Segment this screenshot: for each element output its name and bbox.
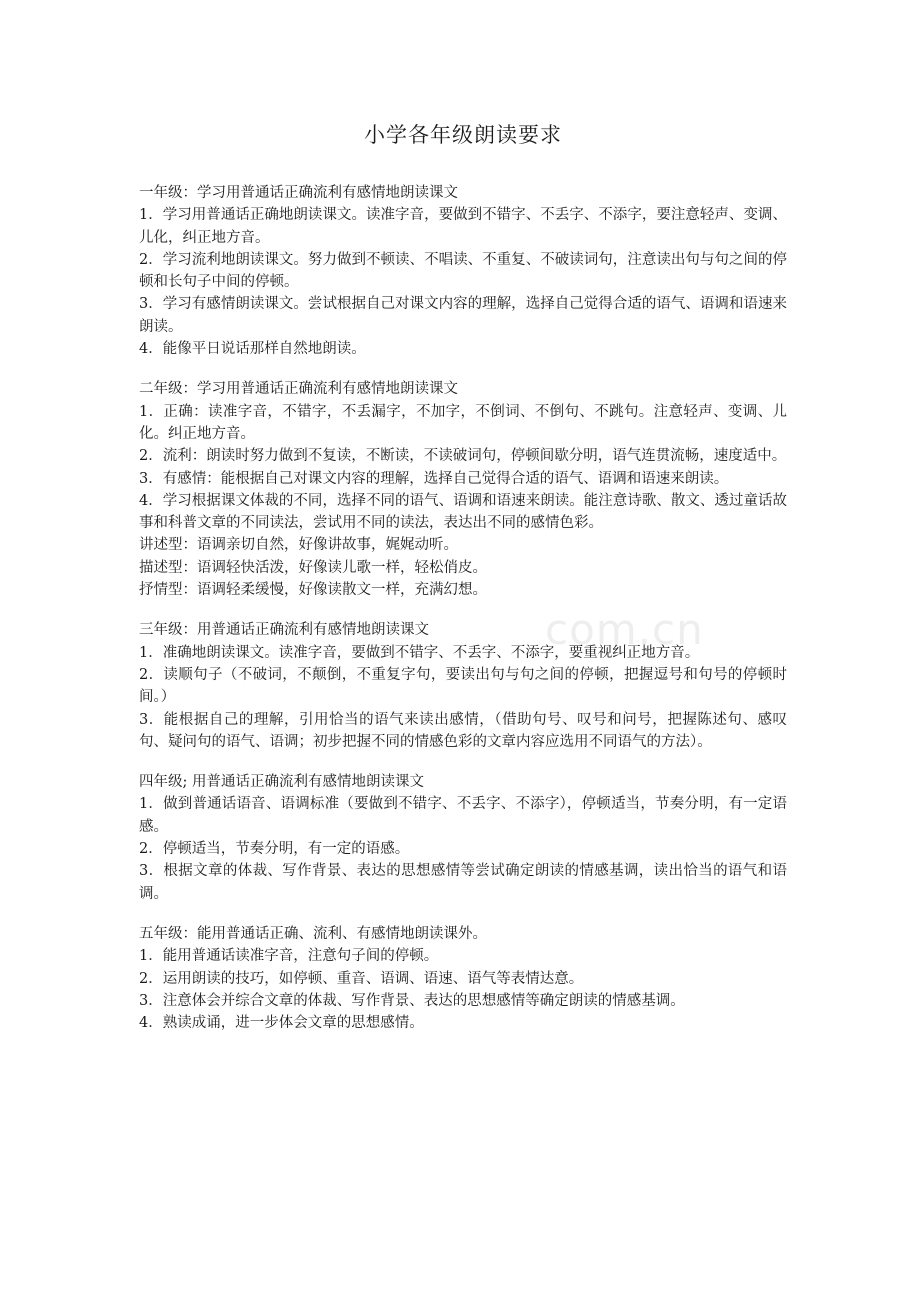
requirement-line: 2．学习流利地朗读课文。努力做到不顿读、不唱读、不重复、不破读词句，注意读出句与句之间的停顿和长句子中间的停顿。 bbox=[139, 251, 787, 291]
requirement-line: 讲述型：语调亲切自然，好像讲故事，娓娓动听。 bbox=[139, 537, 458, 554]
requirement-line: 2．运用朗读的技巧，如停顿、重音、语调、语速、语气等表情达意。 bbox=[139, 970, 584, 987]
requirement-line: 3．根据文章的体裁、写作背景、表达的思想感情等尝试确定朗读的情感基调，读出恰当的语气和语调。 bbox=[139, 863, 787, 902]
requirement-line: 2．读顺句子（不破词，不颠倒，不重复字句，要读出句与句之间的停顿，把握逗号和句号的停顿时间。） bbox=[139, 666, 787, 706]
requirement-line: 3．注意体会并综合文章的体裁、写作背景、表达的思想感情等确定朗读的情感基调。 bbox=[139, 992, 685, 1009]
document-page bbox=[139, 118, 787, 1052]
requirement-line: 1．做到普通话语音、语调标准（要做到不错字、不丢字、不添字），停顿适当，节奏分明，有一定语感。 bbox=[139, 796, 787, 835]
requirement-line: 4．学习根据课文体裁的不同，选择不同的语气、语调和语速来朗读。能注意诗歌、散文、透过童话故事和科普文章的不同读法，尝试用不同的读法，表达出不同的感情色彩。 bbox=[139, 492, 787, 532]
requirement-line: 2．停顿适当，节奏分明，有一定的语感。 bbox=[139, 841, 410, 858]
requirement-line: 1．学习用普通话正确地朗读课文。读准字音，要做到不错字、不丢字、不添字，要注意轻声、变调、儿化，纠正地方音。 bbox=[139, 207, 787, 246]
requirement-line: 1．准确地朗读课文。读准字音，要做到不错字、不丢字、不添字，要重视纠正地方音。 bbox=[139, 644, 700, 661]
watermark: com.cn bbox=[545, 605, 704, 654]
requirement-line: 3．学习有感情朗读课文。尝试根据自己对课文内容的理解，选择自己觉得合适的语气、语调和语速来朗读。 bbox=[139, 296, 787, 335]
document-body bbox=[139, 182, 787, 1034]
requirement-line: 3．能根据自己的理解，引用恰当的语气来读出感情，（借助句号、叹号和问号，把握陈述句、感叹句、疑问句的语气、语调；初步把握不同的情感色彩的文章内容应选用不同语气的方法）。 bbox=[139, 711, 787, 750]
requirement-line: 1．正确：读准字音，不错字，不丢漏字，不加字，不倒词、不倒句、不跳句。注意轻声、变调、儿化。纠正地方音。 bbox=[139, 403, 787, 442]
grade-section bbox=[139, 182, 787, 360]
grade-section bbox=[139, 619, 787, 753]
requirement-line: 2．流利：朗读时努力做到不复读，不断读，不读破词句，停顿间歇分明，语气连贯流畅，速度适中。 bbox=[139, 448, 787, 465]
requirement-line: 1．能用普通话读准字音，注意句子间的停顿。 bbox=[139, 948, 439, 965]
requirement-line: 4．熟读成诵，进一步体会文章的思想感情。 bbox=[139, 1015, 424, 1032]
section-heading: 一年级：学习用普通话正确流利有感情地朗读课文 bbox=[139, 185, 458, 201]
requirement-line: 3．有感情：能根据自己对课文内容的理解，选择自己觉得合适的语气、语调和语速来朗读。 bbox=[139, 470, 729, 487]
requirement-line: 4．能像平日说话那样自然地朗读。 bbox=[139, 341, 366, 358]
grade-section bbox=[139, 923, 787, 1034]
document-title: 小学各年级朗读要求 bbox=[364, 123, 562, 147]
section-heading: 二年级：学习用普通话正确流利有感情地朗读课文 bbox=[139, 381, 458, 398]
requirement-line: 描述型：语调轻快活泼，好像读儿歌一样，轻松俏皮。 bbox=[139, 559, 487, 576]
section-heading: 三年级：用普通话正确流利有感情地朗读课文 bbox=[139, 622, 429, 639]
requirement-line: 抒情型：语调轻柔缓慢，好像读散文一样，充满幻想。 bbox=[139, 582, 487, 599]
grade-section bbox=[139, 771, 787, 905]
section-heading: 五年级：能用普通话正确、流利、有感情地朗读课外。 bbox=[139, 925, 487, 942]
grade-section bbox=[139, 378, 787, 601]
section-heading: 四年级; 用普通话正确流利有感情地朗读课文 bbox=[139, 774, 424, 791]
